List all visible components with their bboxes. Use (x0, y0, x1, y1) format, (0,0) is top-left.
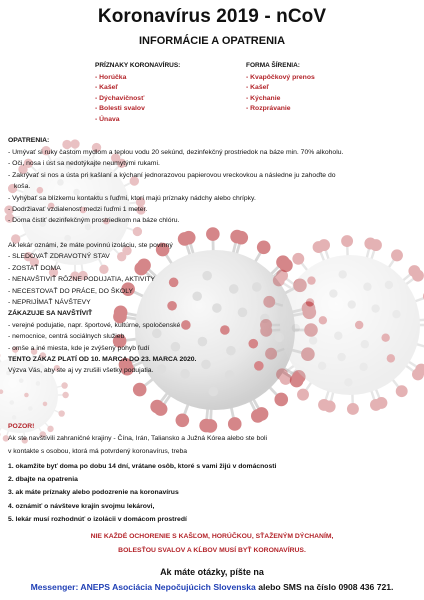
list-item: - omše a iné miesta, kde je zvýšený pohyb ľudí (8, 344, 150, 352)
spread-heading: FORMA ŠÍRENIA: (246, 62, 300, 69)
notice-line: NIE KAŽDÉ OCHORENIE S KAŠĽOM, HORÚČKOU, SŤAŽENÝM DÝCHANÍM, (90, 533, 334, 540)
measures-heading: OPATRENIA: (8, 137, 50, 144)
warning-steps (8, 460, 276, 526)
list-item: - Horúčka (95, 74, 127, 81)
list-item: 3. ak máte príznaky alebo podozrenie na koronavírus (8, 489, 179, 497)
measures-list (8, 147, 343, 227)
messenger-link[interactable]: Messenger: ANEPS Asociácia Nepočujúcich Slovenska (30, 582, 256, 592)
list-item: - Kašeľ (246, 84, 270, 92)
ban-heading: ZÁKAZUJE SA NAVŠTÍVIŤ (8, 310, 93, 318)
questions-text: Ak máte otázky, píšte na (160, 567, 264, 577)
list-item: 5. lekár musí rozhodnúť o izolácii v domácom prostredí (8, 515, 187, 523)
list-item: - Vyhýbať sa blízkemu kontaktu s ľuďmi, ktorí majú príznaky nádchy alebo chrípky. (8, 194, 256, 202)
list-item: - Dýchavičnosť (95, 94, 145, 102)
list-item: - Dodržiavať vzdialenosť medzi ľuďmi 1 meter. (8, 206, 148, 214)
symptoms-list (95, 73, 145, 125)
list-item: - ZOSTAŤ DOMA (8, 264, 61, 272)
isolation-intro: Ak lekár oznámi, že máte povinnú izoláciu, ste povinný (8, 242, 173, 249)
page-title: Koronavírus 2019 - nCoV (97, 6, 327, 27)
list-item: 1. okamžite byť doma po dobu 14 dní, vrátane osôb, ktoré s vami žijú v domácnosti (8, 463, 277, 470)
list-item: - Kašeľ (95, 84, 119, 92)
list-item: - Umývať si ruky častom mydlom a teplou vodu 20 sekúnd, dezinfekčný prostriedok na báze min. 70% alkoholu. (8, 149, 344, 156)
list-item: - verejné podujatie, napr. športové, kultúrne, spoločenské (8, 321, 181, 329)
list-item: - Doma čistiť dezinfekčným prostriedkom na báze chlóru. (8, 217, 180, 225)
symptoms-heading: PRÍZNAKY KORONAVÍRUS: (95, 62, 181, 69)
list-item: - Zakrývať si nos a ústa pri kašlaní a kýchaní jednorazovou papierovou vreckovkou a následne ju zahoďte do (8, 171, 336, 179)
warning-line: v kontakte s osobou, ktorá má potvrdený koronavírus, treba (8, 448, 188, 455)
list-item: - Rozprávanie (246, 105, 291, 113)
list-item: - nemocnice, centrá sociálnych služieb (8, 333, 125, 341)
isolation-list (8, 240, 196, 377)
sms-contact: alebo SMS na číslo 0908 436 721. (258, 582, 394, 592)
list-item: - SLEDOVAŤ ZDRAVOTNÝ STAV (8, 253, 110, 261)
list-item: - Kýchanie (246, 94, 281, 102)
warning-line: Ak ste navštívili zahraničné krajiny - Čína, Irán, Taliansko a Južná Kórea alebo ste boli (8, 435, 268, 442)
list-item: - Oči, nosa i úst sa nedotýkajte neumytými rukami. (8, 160, 160, 168)
spread-list (246, 73, 315, 115)
appeal-text: Výzva Vás, aby ste aj vy zrušili všetky podujatia. (8, 367, 154, 375)
contact-line (0, 582, 424, 592)
list-item: - NENAVŠTIVIŤ RÔZNE PODUJATIA, AKTIVITY (8, 276, 156, 284)
list-item: 4. oznámiť o návšteve krajín svojmu lekárovi, (8, 502, 155, 510)
notice-line: BOLESŤOU SVALOV A KĹBOV MUSÍ BYŤ KORONAVÍRUS. (118, 547, 306, 554)
ban-dates: TENTO ZÁKAZ PLATÍ OD 10. MARCA DO 23. MARCA 2020. (8, 356, 197, 364)
list-item: - NECESTOVAŤ DO PRÁCE, DO ŠKOLY (8, 287, 134, 295)
warning-heading: POZOR! (8, 423, 35, 430)
list-item: - Kvapôčkový prenos (246, 74, 315, 81)
page-subtitle: INFORMÁCIE A OPATRENIA (138, 35, 286, 47)
list-item: - Únava (95, 115, 120, 123)
list-item: - Bolesti svalov (95, 105, 145, 113)
list-item: 2. dbajte na opatrenia (8, 476, 78, 484)
list-item: koša. (14, 183, 31, 191)
list-item: - NEPRIJÍMAŤ NÁVŠTEVY (8, 299, 91, 307)
